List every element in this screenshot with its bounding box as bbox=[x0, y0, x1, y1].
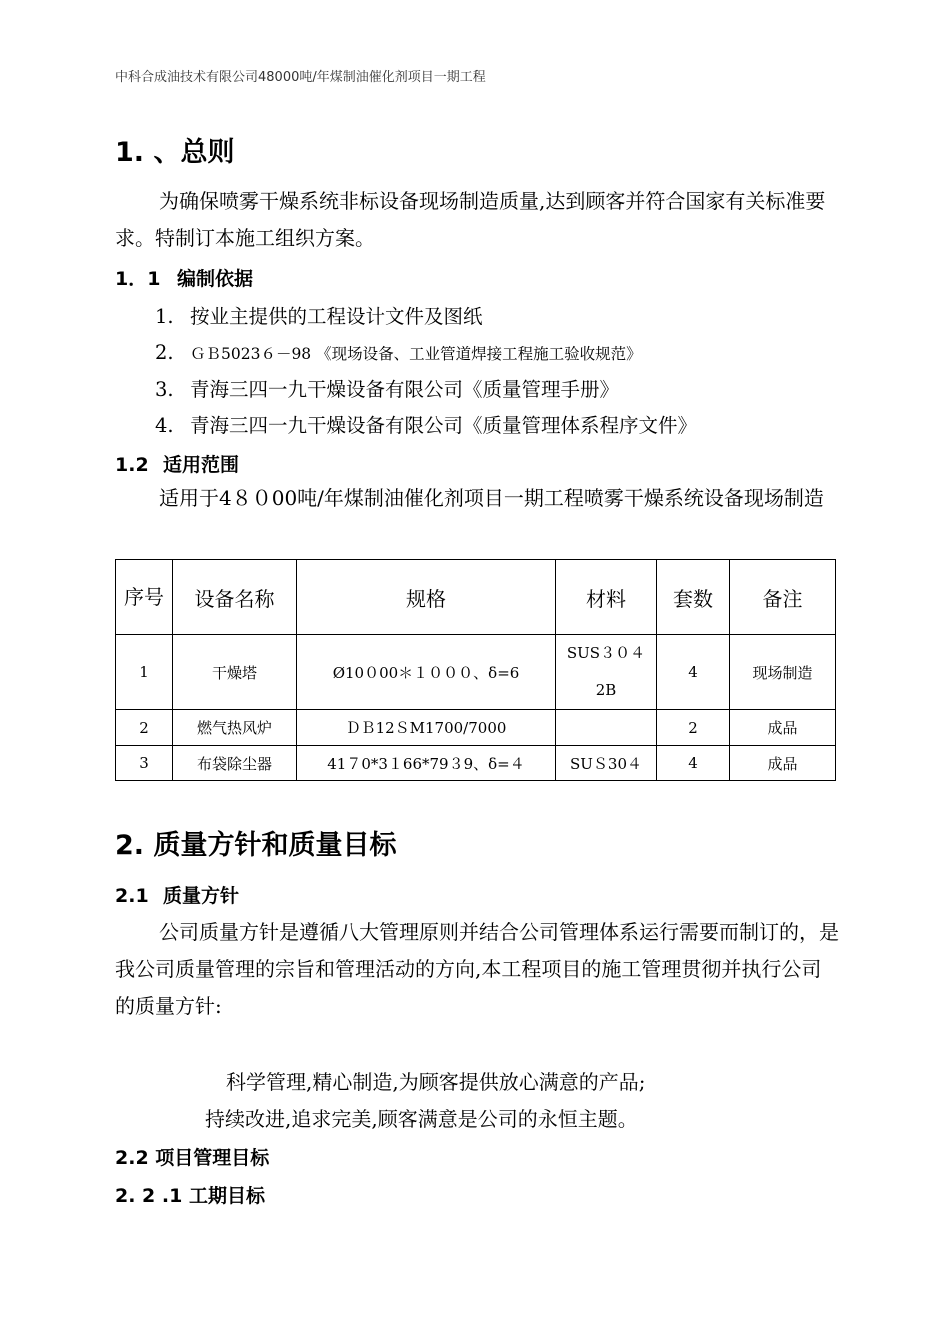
table-row bbox=[116, 746, 836, 781]
cell-spec: ＤＢ12ＳM1700/7000 bbox=[297, 710, 556, 746]
basis-item-3: 3. 青海三四一九干燥设备有限公司《质量管理手册》 bbox=[155, 378, 620, 401]
cell-no: 3 bbox=[116, 746, 173, 781]
section-2-2-1-heading: 2. 2 .1 工期目标 bbox=[115, 1185, 265, 1207]
col-header-material: 材料 bbox=[556, 560, 657, 635]
section-title: 质量方针 bbox=[163, 885, 240, 907]
cell-name: 布袋除尘器 bbox=[173, 746, 297, 781]
policy-motto-2: 持续改进,追求完美,顾客满意是公司的永恒主题。 bbox=[205, 1107, 638, 1131]
col-header-spec: 规格 bbox=[297, 560, 556, 635]
col-header-no: 序号 bbox=[116, 560, 173, 635]
policy-motto-1: 科学管理,精心制造,为顾客提供放心满意的产品; bbox=[226, 1070, 646, 1094]
section-number: 2.1 bbox=[115, 885, 149, 907]
cell-material bbox=[556, 710, 657, 746]
basis-item-4: 4. 青海三四一九干燥设备有限公司《质量管理体系程序文件》 bbox=[155, 414, 698, 437]
cell-name: 燃气热风炉 bbox=[173, 710, 297, 746]
section-2-2-heading: 2.2 项目管理目标 bbox=[115, 1147, 270, 1169]
scope-text: 适用于4８０00吨/年煤制油催化剂项目一期工程喷雾干燥系统设备现场制造 bbox=[159, 486, 824, 510]
basis-item-1: 1. 按业主提供的工程设计文件及图纸 bbox=[155, 305, 483, 328]
table-header-row bbox=[116, 560, 836, 635]
table-row bbox=[116, 710, 836, 746]
cell-qty: 2 bbox=[657, 710, 730, 746]
cell-qty: 4 bbox=[657, 746, 730, 781]
section-number: 1.2 bbox=[115, 454, 149, 476]
section-title: 适用范围 bbox=[163, 454, 240, 476]
basis-item-2: 2. ＧＢ5023６－98 《现场设备、工业管道焊接工程施工验收规范》 bbox=[155, 341, 642, 364]
section-number: 1．1 bbox=[115, 268, 161, 290]
cell-name: 干燥塔 bbox=[173, 635, 297, 710]
col-header-qty: 套数 bbox=[657, 560, 730, 635]
quality-policy-text: 公司质量方针是遵循八大管理原则并结合公司管理体系运行需要而制订的，是我公司质量管理的宗旨和管理活动的方向,本工程项目的施工管理贯彻并执行公司的质量方针: bbox=[115, 920, 839, 1018]
section-1-intro: 为确保喷雾干燥系统非标设备现场制造质量,达到顾客并符合国家有关标准要求。特制订本施工组织方案。 bbox=[115, 189, 826, 250]
table-row bbox=[116, 635, 836, 710]
col-header-note: 备注 bbox=[730, 560, 836, 635]
cell-note: 成品 bbox=[730, 746, 836, 781]
cell-no: 2 bbox=[116, 710, 173, 746]
equipment-table bbox=[115, 559, 836, 781]
section-1-2-heading bbox=[115, 450, 239, 477]
page-header: 中科合成油技术有限公司48000吨/年煤制油催化剂项目一期工程 bbox=[115, 70, 486, 85]
cell-qty: 4 bbox=[657, 635, 730, 710]
section-2-1-heading bbox=[115, 881, 239, 908]
cell-material: SUＳ30４ bbox=[556, 746, 657, 781]
section-1-title: 1. 、总则 bbox=[115, 137, 235, 168]
cell-note: 成品 bbox=[730, 710, 836, 746]
cell-spec: 41７0*3１66*79３9、δ=４ bbox=[297, 746, 556, 781]
cell-material: SUS３０４ 2B bbox=[556, 635, 657, 710]
section-title: 编制依据 bbox=[177, 268, 254, 290]
cell-note: 现场制造 bbox=[730, 635, 836, 710]
cell-no: 1 bbox=[116, 635, 173, 710]
section-2-title: 2. 质量方针和质量目标 bbox=[115, 830, 397, 861]
col-header-name: 设备名称 bbox=[173, 560, 297, 635]
cell-spec: Ø10０00＊１０００、δ=6 bbox=[297, 635, 556, 710]
section-1-1-heading bbox=[115, 264, 253, 291]
